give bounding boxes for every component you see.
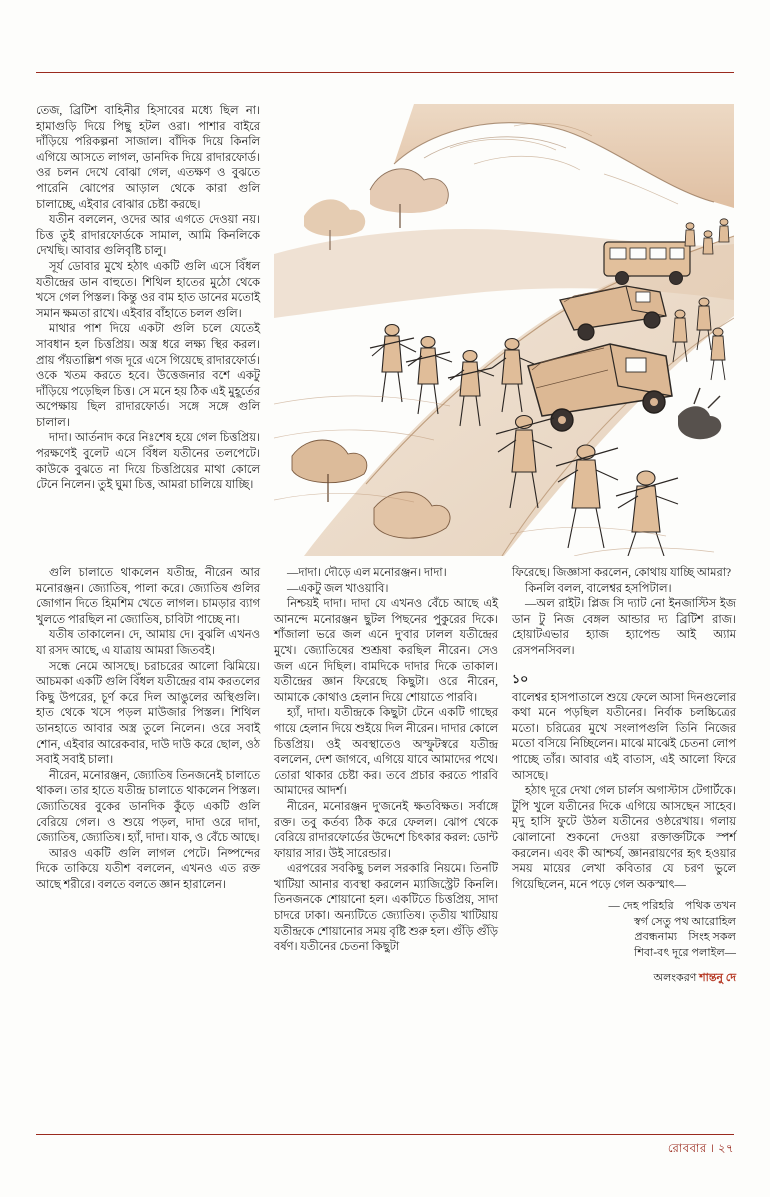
paragraph: —একটু জল খাওয়াবি। (287, 582, 389, 595)
illustration-svg (274, 104, 734, 556)
credit-label: অলংকরণ (653, 971, 697, 984)
paragraph: এরপরের সবকিছু চলল সরকারি নিয়মে। তিনটি খাটিয়া আনার ব্যবস্থা করলেন ম্যাজিস্ট্রেট কিনলি। তিনজনকে শোয়ানো হল। একটিতে চিত্তপ্রিয়, সাদা চাদরে ঢাকা। অন্যটিতে জ্যোতিষ। তৃতীয় খাটিয়ায় যতীন্দ্রকে শোয়ানোর সময় বৃষ্টি শুরু হল। গুঁড়ি গুঁড়ি বর্ষণ। যতীনের চেতনা কিছুটা (274, 863, 498, 954)
paragraph: দাদা। আর্তনাদ করে নিঃশেষ হয়ে গেল চিত্তপ্রিয়। পরক্ষণেই বুলেট এসে বিঁধল যতীনের তলপেটে। কাউকে বুঝতে না দিয়ে চিত্তপ্রিয়ের মাথা কোলে টেনে নিলেন। তুই ঘুমা চিত্ত, আমরা চালিয়ে যাচ্ছি। (36, 432, 260, 492)
poem-block (512, 899, 736, 961)
paragraph: নীরেন, মনোরঞ্জন দু'জনেই ক্ষতবিক্ষত। সর্বাঙ্গে রক্ত। তবু কর্তব্য ঠিক করে ফেলল। ঝোপ থেকে বেরিয়ে রাদারফোর্ডের উদ্দেশে চিৎকার করল: ডোন্ট ফায়ার সার। উই সারেন্ডার। (274, 800, 498, 860)
page-folio: রোববার । ২৭ (667, 1143, 734, 1155)
paragraph: বালেশ্বর হাসপাতালে শুয়ে ফেলে আসা দিনগুলোর কথা মনে পড়ছিল যতীনের। নির্বাক চলচ্চিত্রের মতো। চরিত্রের মুখে সংলাপগুলি তিনি নিজের মতো বসিয়ে নিচ্ছিলেন। মাঝে মাঝেই চেতনা লোপ পাচ্ছে তাঁর। আবার এই বাতাস, এই আলো ফিরে আসছে। (512, 691, 736, 782)
column-3 (512, 566, 736, 1126)
paragraph: হ্যাঁ, দাদা। যতীন্দ্রকে কিছুটা টেনে একটি গাছের গায়ে হেলান দিয়ে শুইয়ে দিল নীরেন। দাদার কোলে চিত্তপ্রিয়। ওই অবস্থাতেও অস্ফুটস্বরে যতীন্দ্র বললেন, দেশ জাগবে, এগিয়ে যাবে আমাদের পথে। তোরা থাকার চেষ্টা কর। তবে প্রচার করতে পারবি আমাদের আদর্শ। (274, 707, 498, 798)
paragraph: সন্ধে নেমে আসছে। চরাচরের আলো ঝিমিয়ে। আচমকা একটি গুলি বিঁধল যতীন্দ্রের বাম করতলের কিছু উপরের, চূর্ণ করে দিল আঙুলের অস্থিগুলি। হাত থেকে খসে পড়ল মাউজার পিস্তল। শিথিল ডানহাতে আবার অস্ত্র তুলে নিলেন। ওরে সবাই শোন, এইবার আরেকবার, দাউ দাউ করে ছোল, ওঠ সবাই সবাই চালা। (36, 660, 260, 767)
bottom-rule (36, 1134, 734, 1135)
paragraph: নিশ্চয়ই দাদা। দাদা যে এখনও বেঁচে আছে এই আনন্দে মনোরঞ্জন ছুটল পিছনের পুকুরের দিকে। শাঁজালা ভরে জল এনে দু'বার ঢালল যতীন্দ্রের মুখে। জ্যোতিষের শুশ্রূষা করছিল নীরেন। সেও জল এনে দিছিল। বামদিকে দাদার দিকে তাকাল। যতীন্দ্রের জ্ঞান ফিরেছে কিছুটা। ওরে নীরেন, আমাকে কোথাও হেলান দিয়ে শোয়াতে পারবি। (274, 598, 498, 704)
poem-line: প্রবন্ধনাম্য সিংহ সকল (634, 931, 736, 944)
column-2 (274, 566, 498, 1126)
paragraph: হঠাৎ দূরে দেখা গেল চার্লস অগাস্টাস টেগার্টকে। টুপি খুলে যতীনের দিকে এগিয়ে আসছেন সাহেব। মৃদু হাসি ফুটে উঠল যতীনের ওষ্ঠরেখায়। গলায় ঝোলানো শুকনো দেওয়া রক্তাক্তটিকে স্পর্শ করলেন। এবং কী আশ্চর্য, জ্ঞানরায়ণের হৃৎ হওয়ার সময় মায়ের লেখা কবিতার যে চরণ ভুলে গিয়েছিলেন, মনে পড়ে গেল অকস্মাৎ— (512, 785, 736, 891)
column-1-bottom (36, 566, 260, 1126)
paragraph: যতীন বললেন, ওদের আর এগতে দেওয়া নয়। চিত্ত তুই রাদারফোর্ডকে সামাল, আমি কিনলিকে দেখছি। আবার গুলিবৃষ্টি চালু। (36, 214, 260, 258)
illustration-credit (512, 971, 736, 985)
top-rule (36, 72, 734, 73)
paragraph: মাথার পাশ দিয়ে একটা গুলি চলে যেতেই সাবধান হল চিত্তপ্রিয়। অস্ত্র ধরে লক্ষ্য স্থির করল। প্রায় পঁয়তাল্লিশ গজ দূরে এসে গিয়েছে রাদারফোর্ড। ওকে খতম করতে হবে। উত্তেজনার বশে একটু দাঁড়িয়ে পড়েছিল চিত্ত। সে মনে হয় ঠিক এই মুহূর্তের অপেক্ষায় ছিল রাদারফোর্ড। সঙ্গে সঙ্গে গুলি চালাল। (36, 323, 260, 429)
credit-name: শান্তনু দে (699, 971, 736, 984)
three-column-body (36, 566, 734, 1126)
poem-line: স্বর্গ সেতু পথ আরোহিল (633, 915, 736, 928)
page-content (36, 104, 734, 1124)
section-number: ১০ (512, 671, 529, 686)
paragraph: —অল রাইট। প্লিজ সি দ্যাট নো ইনজাস্টিস ইজ ডান টু নিজ বেঙ্গল আন্ডার দ্য ব্রিটিশ রাজ। হোয়াটএভার হ্যাজ হ্যাপেন্ড আই অ্যাম রেসপনসিবল। (512, 598, 736, 657)
paragraph: তেজ, ব্রিটিশ বাহিনীর হিসাবের মধ্যে ছিল না। হামাগুড়ি দিয়ে পিছু হটল ওরা। পাশার বাইরে দাঁড়িয়ে পরিকল্পনা সাজাল। বাঁদিক দিয়ে কিনলি এগিয়ে আসতে লাগল, ডানদিক দিয়ে রাদারফোর্ড। ওর চলন দেখে বোঝা গেল, এতক্ষণ ও বুঝতে পারেনি ঝোপের আড়াল থেকে কারা গুলি চালাচ্ছে, এইবার বোঝার চেষ্টা করছে। (36, 105, 260, 211)
paragraph: —দাদা। দৌড়ে এল মনোরঞ্জন। দাদা। (287, 567, 447, 579)
paragraph: কিনলি বলল, বালেশ্বর হসপিটাল। (525, 582, 672, 595)
paragraph: যতীষ তাকালেন। দে, আমায় দে। বুঝলি এখনও যা রসদ আছে, এ যাত্রায় আমরা জিতবই। (36, 629, 260, 657)
poem-line: শিবা-বৎ দূরে পলাইল— (634, 946, 736, 959)
column-1-top (36, 104, 260, 556)
top-block (36, 104, 734, 556)
paragraph: সূর্য ডোবার মুখে হঠাৎ একটি গুলি এসে বিঁধল যতীন্দ্রের ডান বাহুতে। শিথিল হাতের মুঠো থেকে খসে গেল পিস্তল। কিন্তু ওর বাম হাত ডানের মতোই সমান ক্ষমতা রাখে। এইবার বাঁহাতে চলল গুলি। (36, 260, 260, 320)
paragraph: নীরেন, মনোরঞ্জন, জ্যোতিষ তিনজনেই চালাতে থাকল। তার হাতে যতীন্দ্র চালাতে থাকলেন পিস্তল। জ্যোতিষের বুকের ডানদিক কুঁড়ে একটি গুলি বেরিয়ে গেল। ও শুয়ে পড়ল, দাদা ওরে দাদা, জ্যোতিষ, জ্যোতিষ। হ্যাঁ, দাদা। যাক, ও বেঁচে আছে। (36, 769, 260, 845)
paragraph: ফিরেছে। জিজ্ঞাসা করলেন, কোথায় যাচ্ছি আমরা? (512, 567, 732, 579)
illustration (274, 104, 734, 556)
poem-line: — দেহ পরিহরি পথিক তখন (608, 900, 736, 913)
paragraph: আরও একটি গুলি লাগল পেটে। নিষ্পন্দের দিকে তাকিয়ে যতীশ বললেন, এখনও এত রক্ত আছে শরীরে। বলতে বলতে জ্ঞান হারালেন। (36, 847, 260, 891)
paragraph: গুলি চালাতে থাকলেন যতীন্দ্র, নীরেন আর মনোরঞ্জন। জ্যোতিষ, পালা করে। জ্যোতিষ গুলির জোগান দিতে হিমশিম খেতে লাগল। চামড়ার ব্যাগ খুলতে পারছিল না জ্যোতিষ, চাবিটা পাচ্ছে না। (36, 567, 260, 626)
